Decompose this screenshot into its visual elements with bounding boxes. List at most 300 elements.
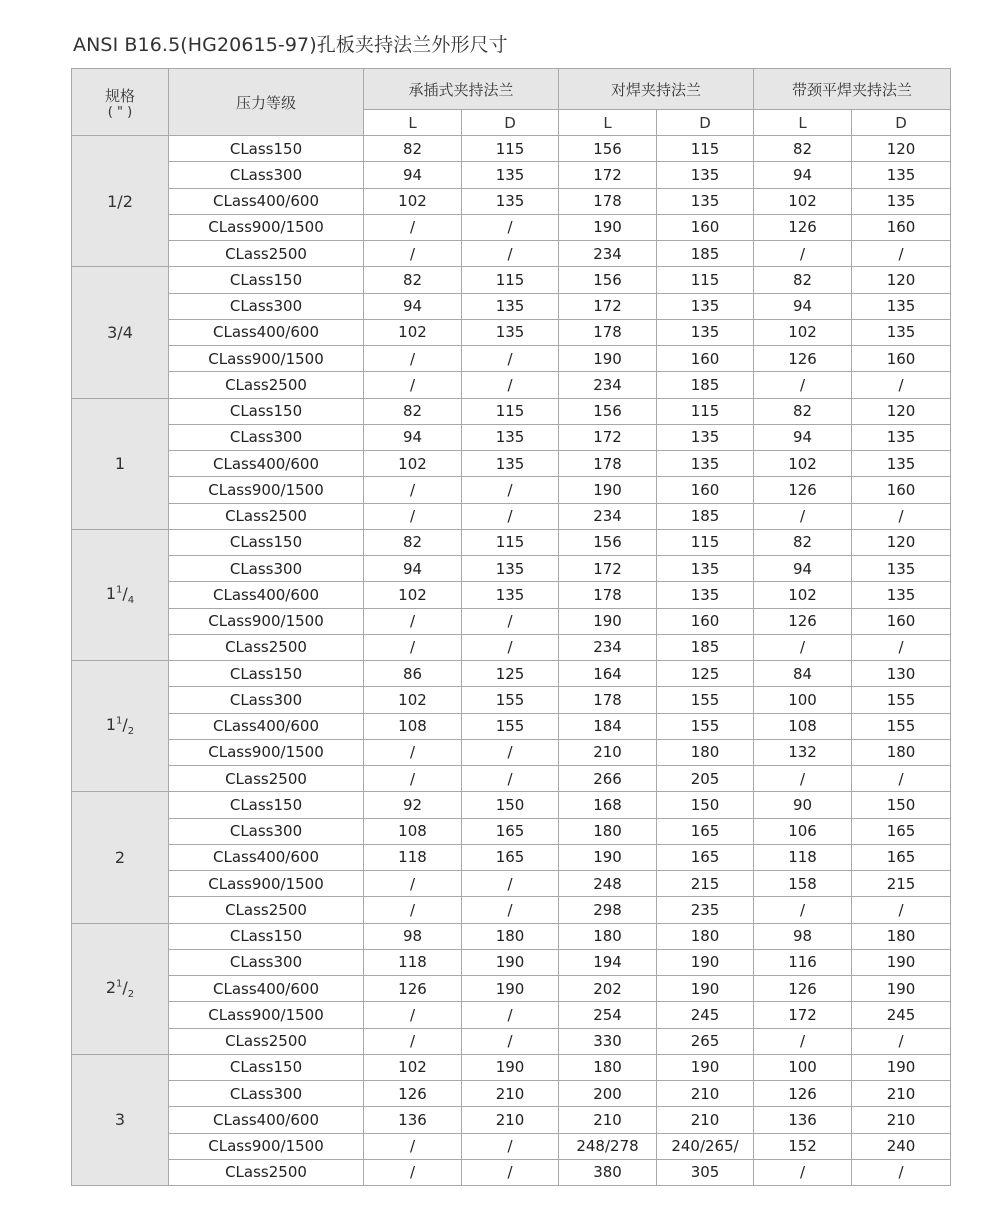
dimension-cell: 165: [657, 818, 754, 844]
dimension-cell: 135: [852, 188, 951, 214]
pressure-class-cell: CLass400/600: [169, 1107, 364, 1133]
dimension-cell: /: [364, 739, 462, 765]
dimension-cell: 210: [852, 1081, 951, 1107]
pressure-class-cell: CLass300: [169, 556, 364, 582]
dimension-cell: /: [462, 372, 559, 398]
dimension-cell: 102: [754, 451, 852, 477]
size-whole: 1: [114, 454, 126, 474]
dimension-cell: 240: [852, 1133, 951, 1159]
table-row: [72, 1054, 951, 1080]
dimension-cell: /: [852, 766, 951, 792]
table-row: [72, 1002, 951, 1028]
dimension-cell: 92: [364, 792, 462, 818]
size-whole: 1: [105, 583, 117, 603]
dimension-cell: 165: [657, 844, 754, 870]
sub-header-d: D: [657, 110, 754, 136]
size-fraction-denominator: 4: [127, 594, 135, 606]
pressure-class-cell: CLass150: [169, 398, 364, 424]
pressure-class-cell: CLass300: [169, 424, 364, 450]
dimension-cell: 180: [559, 818, 657, 844]
pressure-class-cell: CLass300: [169, 293, 364, 319]
pressure-class-cell: CLass400/600: [169, 582, 364, 608]
dimension-cell: /: [364, 214, 462, 240]
size-fraction-denominator: 2: [127, 726, 135, 738]
dimension-cell: 158: [754, 871, 852, 897]
dimension-cell: 82: [754, 136, 852, 162]
dimension-cell: 135: [657, 293, 754, 319]
dimension-cell: 180: [559, 1054, 657, 1080]
sub-header-l: L: [364, 110, 462, 136]
dimension-cell: /: [754, 766, 852, 792]
dimension-cell: 160: [657, 214, 754, 240]
dimension-cell: 245: [657, 1002, 754, 1028]
dimension-cell: 102: [754, 319, 852, 345]
dimension-cell: /: [754, 503, 852, 529]
pressure-class-cell: CLass900/1500: [169, 1002, 364, 1028]
dimension-cell: /: [462, 241, 559, 267]
table-row: [72, 976, 951, 1002]
dimension-cell: 190: [559, 346, 657, 372]
dimension-cell: 84: [754, 661, 852, 687]
dimension-cell: 125: [462, 661, 559, 687]
dimension-cell: 135: [852, 582, 951, 608]
dimension-cell: 172: [559, 424, 657, 450]
dimension-cell: 102: [364, 451, 462, 477]
dimension-cell: /: [364, 503, 462, 529]
dimension-cell: /: [754, 241, 852, 267]
dimension-cell: 120: [852, 529, 951, 555]
dimension-cell: 190: [852, 976, 951, 1002]
dimension-cell: 135: [462, 319, 559, 345]
dimension-cell: /: [852, 241, 951, 267]
dimension-cell: /: [852, 503, 951, 529]
dimension-cell: 160: [852, 608, 951, 634]
pressure-class-cell: CLass150: [169, 267, 364, 293]
dimension-cell: 82: [364, 136, 462, 162]
dimension-cell: 135: [657, 556, 754, 582]
dimension-cell: /: [852, 1159, 951, 1185]
dimension-cell: 172: [754, 1002, 852, 1028]
pressure-class-cell: CLass150: [169, 136, 364, 162]
page-title: ANSI B16.5(HG20615-97)孔板夹持法兰外形尺寸: [73, 34, 508, 56]
dimension-cell: 210: [852, 1107, 951, 1133]
dimension-cell: 155: [852, 687, 951, 713]
socket-clamp-flange-header: 承插式夹持法兰: [364, 69, 559, 110]
size-header-label: 规格: [104, 86, 135, 105]
dimension-cell: /: [462, 1028, 559, 1054]
dimension-cell: /: [364, 1002, 462, 1028]
pressure-class-cell: CLass900/1500: [169, 871, 364, 897]
dimension-cell: 190: [852, 1054, 951, 1080]
dimension-cell: 126: [754, 346, 852, 372]
dimension-cell: /: [852, 372, 951, 398]
size-cell: [72, 661, 169, 792]
dimension-cell: 115: [462, 267, 559, 293]
dimension-cell: 108: [364, 818, 462, 844]
pressure-class-cell: CLass400/600: [169, 844, 364, 870]
dimension-cell: /: [754, 1028, 852, 1054]
table-row: [72, 634, 951, 660]
dimension-cell: 102: [364, 582, 462, 608]
pressure-class-cell: CLass400/600: [169, 713, 364, 739]
dimension-cell: 135: [657, 319, 754, 345]
table-row: [72, 949, 951, 975]
table-row: [72, 1107, 951, 1133]
dimension-cell: 165: [462, 844, 559, 870]
pressure-class-cell: CLass900/1500: [169, 608, 364, 634]
dimension-cell: 178: [559, 582, 657, 608]
table-row: [72, 188, 951, 214]
pressure-class-cell: CLass2500: [169, 1028, 364, 1054]
dimension-cell: 116: [754, 949, 852, 975]
dimension-cell: 305: [657, 1159, 754, 1185]
dimension-cell: 135: [852, 293, 951, 319]
size-fraction-denominator: 2: [127, 988, 135, 1000]
dimension-cell: 135: [657, 582, 754, 608]
pressure-class-header: 压力等级: [169, 69, 364, 136]
dimension-cell: 94: [364, 556, 462, 582]
dimension-cell: 102: [364, 687, 462, 713]
table-row: [72, 556, 951, 582]
dimension-cell: 190: [559, 844, 657, 870]
dimension-cell: 115: [462, 398, 559, 424]
dimension-cell: 150: [462, 792, 559, 818]
table-row: [72, 372, 951, 398]
dimension-cell: 98: [364, 923, 462, 949]
dimension-cell: 160: [657, 608, 754, 634]
dimension-cell: 330: [559, 1028, 657, 1054]
flange-dimension-table: [71, 68, 951, 1186]
dimension-cell: /: [364, 608, 462, 634]
dimension-cell: 135: [462, 556, 559, 582]
table-row: [72, 897, 951, 923]
pressure-class-cell: CLass900/1500: [169, 214, 364, 240]
dimension-cell: 190: [657, 976, 754, 1002]
dimension-cell: 94: [364, 293, 462, 319]
table-row: [72, 319, 951, 345]
table-row: [72, 503, 951, 529]
dimension-cell: 180: [852, 739, 951, 765]
dimension-cell: 135: [657, 162, 754, 188]
dimension-cell: 190: [852, 949, 951, 975]
table-header: [72, 69, 951, 136]
dimension-cell: 202: [559, 976, 657, 1002]
dimension-cell: 152: [754, 1133, 852, 1159]
slip-on-clamp-flange-header: 带颈平焊夹持法兰: [754, 69, 951, 110]
dimension-cell: 100: [754, 687, 852, 713]
dimension-cell: 178: [559, 188, 657, 214]
dimension-cell: 190: [657, 1054, 754, 1080]
dimension-cell: 135: [462, 424, 559, 450]
dimension-cell: 180: [657, 923, 754, 949]
dimension-cell: 94: [754, 556, 852, 582]
dimension-cell: 102: [364, 188, 462, 214]
size-cell: [72, 1054, 169, 1185]
dimension-cell: 126: [754, 1081, 852, 1107]
dimension-cell: 165: [462, 818, 559, 844]
dimension-cell: 126: [364, 976, 462, 1002]
size-cell: [72, 136, 169, 267]
dimension-cell: 200: [559, 1081, 657, 1107]
dimension-cell: 194: [559, 949, 657, 975]
dimension-cell: 156: [559, 136, 657, 162]
dimension-cell: 265: [657, 1028, 754, 1054]
dimension-cell: /: [462, 766, 559, 792]
dimension-cell: 248/278: [559, 1133, 657, 1159]
pressure-class-cell: CLass150: [169, 1054, 364, 1080]
dimension-cell: /: [754, 897, 852, 923]
size-cell: [72, 923, 169, 1054]
dimension-cell: 100: [754, 1054, 852, 1080]
dimension-cell: 160: [852, 214, 951, 240]
sub-header-l: L: [754, 110, 852, 136]
dimension-cell: 210: [657, 1081, 754, 1107]
dimension-cell: 156: [559, 529, 657, 555]
dimension-cell: 184: [559, 713, 657, 739]
dimension-cell: 155: [657, 713, 754, 739]
dimension-cell: /: [462, 503, 559, 529]
size-whole: 1/2: [107, 191, 133, 211]
pressure-class-cell: CLass300: [169, 1081, 364, 1107]
dimension-cell: 120: [852, 267, 951, 293]
dimension-cell: 126: [754, 477, 852, 503]
dimension-cell: 136: [364, 1107, 462, 1133]
dimension-cell: /: [364, 766, 462, 792]
dimension-cell: 180: [852, 923, 951, 949]
dimension-cell: 185: [657, 372, 754, 398]
dimension-cell: 172: [559, 556, 657, 582]
pressure-class-cell: CLass2500: [169, 766, 364, 792]
dimension-cell: /: [364, 1133, 462, 1159]
dimension-cell: 215: [657, 871, 754, 897]
dimension-cell: 135: [462, 188, 559, 214]
dimension-cell: 94: [364, 424, 462, 450]
dimension-cell: 132: [754, 739, 852, 765]
dimension-cell: 126: [754, 976, 852, 1002]
pressure-class-cell: CLass2500: [169, 897, 364, 923]
dimension-cell: /: [852, 1028, 951, 1054]
size-cell: [72, 792, 169, 923]
dimension-cell: 125: [657, 661, 754, 687]
table-row: [72, 293, 951, 319]
pressure-class-cell: CLass150: [169, 529, 364, 555]
dimension-cell: 190: [559, 608, 657, 634]
dimension-cell: 82: [754, 398, 852, 424]
dimension-cell: 190: [462, 976, 559, 1002]
dimension-cell: 126: [754, 214, 852, 240]
dimension-cell: 190: [462, 949, 559, 975]
table-row: [72, 582, 951, 608]
pressure-class-cell: CLass300: [169, 162, 364, 188]
table-row: [72, 661, 951, 687]
dimension-cell: 135: [462, 293, 559, 319]
sub-header-d: D: [462, 110, 559, 136]
dimension-cell: 82: [754, 267, 852, 293]
dimension-cell: /: [852, 634, 951, 660]
dimension-cell: 156: [559, 267, 657, 293]
table-row: [72, 398, 951, 424]
dimension-cell: /: [462, 1159, 559, 1185]
dimension-cell: 115: [657, 267, 754, 293]
dimension-cell: 168: [559, 792, 657, 818]
size-fraction-numerator: 1: [116, 715, 123, 727]
pressure-class-cell: CLass400/600: [169, 319, 364, 345]
dimension-cell: 135: [657, 451, 754, 477]
pressure-class-cell: CLass400/600: [169, 188, 364, 214]
pressure-class-cell: CLass2500: [169, 372, 364, 398]
size-fraction-numerator: 1: [116, 978, 123, 990]
dimension-cell: 190: [559, 214, 657, 240]
table-row: [72, 871, 951, 897]
dimension-cell: 135: [657, 424, 754, 450]
dimension-cell: /: [364, 346, 462, 372]
size-header: [72, 69, 169, 136]
pressure-class-cell: CLass300: [169, 818, 364, 844]
size-cell: [72, 398, 169, 529]
table-row: [72, 424, 951, 450]
dimension-cell: 190: [462, 1054, 559, 1080]
table-row: [72, 1133, 951, 1159]
dimension-cell: 135: [462, 451, 559, 477]
dimension-cell: 180: [462, 923, 559, 949]
dimension-cell: /: [462, 897, 559, 923]
dimension-cell: 135: [852, 424, 951, 450]
sub-header-d: D: [852, 110, 951, 136]
pressure-class-cell: CLass900/1500: [169, 346, 364, 372]
dimension-cell: 234: [559, 503, 657, 529]
size-fraction-slash: /: [122, 715, 128, 735]
sub-header-l: L: [559, 110, 657, 136]
dimension-cell: 150: [657, 792, 754, 818]
table-row: [72, 162, 951, 188]
dimension-cell: 135: [462, 582, 559, 608]
pressure-class-cell: CLass400/600: [169, 451, 364, 477]
size-fraction-numerator: 1: [116, 584, 123, 596]
table-body: [72, 136, 951, 1186]
dimension-cell: 156: [559, 398, 657, 424]
dimension-cell: 234: [559, 241, 657, 267]
dimension-cell: 178: [559, 451, 657, 477]
dimension-cell: 178: [559, 687, 657, 713]
dimension-cell: 190: [657, 949, 754, 975]
dimension-cell: 165: [852, 844, 951, 870]
dimension-cell: 102: [754, 582, 852, 608]
table-row: [72, 267, 951, 293]
pressure-class-cell: CLass150: [169, 792, 364, 818]
dimension-cell: 115: [657, 529, 754, 555]
dimension-cell: /: [852, 897, 951, 923]
dimension-cell: 160: [852, 346, 951, 372]
table-row: [72, 529, 951, 555]
dimension-cell: 210: [657, 1107, 754, 1133]
dimension-cell: /: [364, 897, 462, 923]
dimension-cell: 180: [559, 923, 657, 949]
dimension-cell: /: [462, 608, 559, 634]
dimension-cell: 82: [364, 529, 462, 555]
dimension-cell: 118: [754, 844, 852, 870]
pressure-class-cell: CLass2500: [169, 1159, 364, 1185]
dimension-cell: 126: [364, 1081, 462, 1107]
size-header-unit: ( " ): [107, 104, 133, 120]
table-row: [72, 687, 951, 713]
size-whole: 3: [114, 1110, 126, 1130]
dimension-cell: /: [462, 346, 559, 372]
dimension-cell: 210: [462, 1081, 559, 1107]
dimension-cell: 82: [364, 398, 462, 424]
dimension-cell: 130: [852, 661, 951, 687]
dimension-cell: 160: [657, 346, 754, 372]
dimension-cell: 102: [754, 188, 852, 214]
dimension-cell: /: [462, 1002, 559, 1028]
pressure-class-cell: CLass2500: [169, 503, 364, 529]
table-row: [72, 1159, 951, 1185]
dimension-cell: /: [462, 634, 559, 660]
dimension-cell: 120: [852, 398, 951, 424]
dimension-cell: 172: [559, 162, 657, 188]
dimension-cell: 155: [657, 687, 754, 713]
dimension-cell: 115: [462, 529, 559, 555]
dimension-cell: 120: [852, 136, 951, 162]
size-fraction-slash: /: [122, 583, 128, 603]
size-cell: [72, 267, 169, 398]
dimension-cell: /: [364, 1028, 462, 1054]
dimension-cell: 160: [852, 477, 951, 503]
dimension-cell: 185: [657, 241, 754, 267]
dimension-cell: 155: [462, 713, 559, 739]
dimension-cell: 94: [754, 293, 852, 319]
dimension-cell: 135: [657, 188, 754, 214]
dimension-cell: /: [364, 871, 462, 897]
dimension-cell: 98: [754, 923, 852, 949]
dimension-cell: 94: [364, 162, 462, 188]
dimension-cell: /: [754, 634, 852, 660]
dimension-cell: 164: [559, 661, 657, 687]
dimension-cell: 86: [364, 661, 462, 687]
dimension-cell: 172: [559, 293, 657, 319]
dimension-cell: 150: [852, 792, 951, 818]
dimension-cell: 155: [462, 687, 559, 713]
pressure-class-cell: CLass300: [169, 687, 364, 713]
dimension-cell: 115: [462, 136, 559, 162]
pressure-class-cell: CLass150: [169, 923, 364, 949]
dimension-cell: 178: [559, 319, 657, 345]
dimension-cell: 126: [754, 608, 852, 634]
dimension-cell: /: [462, 477, 559, 503]
pressure-class-cell: CLass300: [169, 949, 364, 975]
table-row: [72, 766, 951, 792]
dimension-cell: 135: [852, 162, 951, 188]
dimension-cell: 380: [559, 1159, 657, 1185]
dimension-cell: /: [462, 214, 559, 240]
dimension-cell: /: [364, 372, 462, 398]
dimension-cell: /: [462, 739, 559, 765]
dimension-cell: 160: [657, 477, 754, 503]
dimension-cell: /: [754, 1159, 852, 1185]
dimension-cell: 108: [754, 713, 852, 739]
dimension-cell: 185: [657, 503, 754, 529]
dimension-cell: 136: [754, 1107, 852, 1133]
dimension-cell: 106: [754, 818, 852, 844]
dimension-cell: 234: [559, 372, 657, 398]
pressure-class-cell: CLass900/1500: [169, 1133, 364, 1159]
table-row: [72, 792, 951, 818]
weld-neck-clamp-flange-header: 对焊夹持法兰: [559, 69, 754, 110]
pressure-class-cell: CLass2500: [169, 634, 364, 660]
dimension-cell: /: [364, 1159, 462, 1185]
size-whole: 2: [114, 847, 126, 867]
dimension-cell: 135: [852, 319, 951, 345]
table-row: [72, 477, 951, 503]
